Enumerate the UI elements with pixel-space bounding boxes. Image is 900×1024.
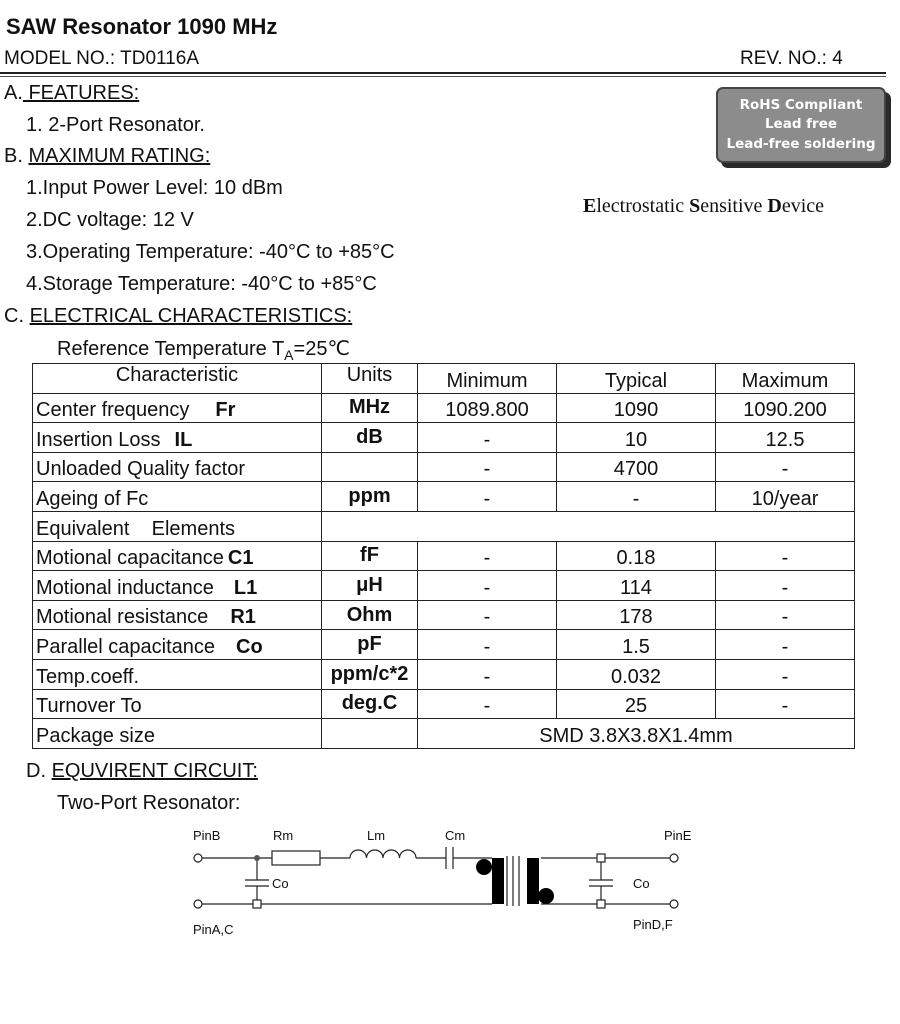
row-max: 1090.200 bbox=[716, 393, 855, 423]
table-row bbox=[33, 689, 855, 719]
row-name-text: Motional inductance bbox=[36, 576, 214, 599]
header-typical: Typical bbox=[557, 364, 716, 394]
row-min: - bbox=[418, 452, 557, 482]
row-min: - bbox=[418, 689, 557, 719]
reference-temperature bbox=[57, 336, 350, 363]
row-unit: ppm bbox=[322, 482, 418, 512]
table-header-row bbox=[33, 364, 855, 394]
section-d-prefix: D. bbox=[26, 760, 52, 782]
row-max: - bbox=[716, 659, 855, 689]
row-min: - bbox=[418, 600, 557, 630]
table-row bbox=[33, 659, 855, 689]
row-unit: MHz bbox=[322, 393, 418, 423]
esd-notice bbox=[583, 195, 824, 218]
row-name bbox=[33, 393, 322, 423]
row-min: - bbox=[418, 482, 557, 512]
row-name-text: Center frequency bbox=[36, 399, 190, 422]
esd-letter-d: D bbox=[767, 195, 782, 217]
section-a-heading bbox=[4, 82, 139, 105]
section-c-heading bbox=[4, 305, 352, 328]
row-min: - bbox=[418, 423, 557, 453]
row-symbol: R1 bbox=[230, 606, 256, 629]
label-rm: Rm bbox=[273, 828, 294, 843]
transformer-dot-left bbox=[476, 859, 492, 875]
row-max: - bbox=[716, 689, 855, 719]
row-symbol: Co bbox=[236, 635, 263, 658]
row-name: Ageing of Fc bbox=[33, 482, 322, 512]
row-min: - bbox=[418, 541, 557, 571]
header-minimum: Minimum bbox=[418, 364, 557, 394]
row-symbol: L1 bbox=[233, 576, 258, 599]
junction-dot bbox=[254, 855, 260, 861]
model-number: MODEL NO.: TD0116A bbox=[4, 48, 199, 69]
circuit-subtitle: Two-Port Resonator: bbox=[57, 792, 241, 814]
esd-letter-s: S bbox=[689, 195, 701, 217]
row-name: Unloaded Quality factor bbox=[33, 452, 322, 482]
row-max: - bbox=[716, 600, 855, 630]
section-d-heading bbox=[26, 760, 258, 783]
row-max: 10/year bbox=[716, 482, 855, 512]
section-c-title: ELECTRICAL CHARACTERISTICS: bbox=[29, 305, 353, 327]
label-cm: Cm bbox=[445, 828, 466, 843]
table-row bbox=[33, 630, 855, 660]
row-unit: Ohm bbox=[322, 600, 418, 630]
row-name-text: Insertion Loss bbox=[36, 428, 161, 451]
resistor-rm-symbol bbox=[272, 851, 320, 865]
row-typ: - bbox=[557, 482, 716, 512]
table-row bbox=[33, 571, 855, 601]
pin-e-terminal bbox=[670, 854, 678, 862]
row-name: Temp.coeff. bbox=[33, 659, 322, 689]
row-name: Package size bbox=[33, 719, 322, 749]
table-row bbox=[33, 393, 855, 423]
row-typ: 178 bbox=[557, 600, 716, 630]
label-co-right: Co bbox=[633, 876, 650, 891]
pin-df-terminal bbox=[670, 900, 678, 908]
electrical-characteristics-table bbox=[32, 363, 855, 749]
table-row bbox=[33, 452, 855, 482]
row-empty-span bbox=[322, 511, 855, 541]
esd-word-2: ensitive bbox=[700, 195, 768, 217]
row-typ: 1090 bbox=[557, 393, 716, 423]
row-symbol: IL bbox=[174, 428, 193, 451]
row-min: - bbox=[418, 571, 557, 601]
section-a-title: FEATURES: bbox=[22, 82, 140, 104]
row-unit bbox=[322, 719, 418, 749]
row-typ: 4700 bbox=[557, 452, 716, 482]
row-name-text: Parallel capacitance bbox=[36, 635, 215, 658]
rohs-line-1: RoHS Compliant bbox=[739, 96, 863, 113]
row-name bbox=[33, 423, 322, 453]
row-name-text: Motional capacitance bbox=[36, 547, 224, 570]
pin-b-terminal bbox=[194, 854, 202, 862]
rohs-line-3: Lead-free soldering bbox=[726, 135, 876, 152]
section-b-heading bbox=[4, 145, 210, 168]
label-co-left: Co bbox=[272, 876, 289, 891]
document-title: SAW Resonator 1090 MHz bbox=[6, 14, 278, 39]
row-max: - bbox=[716, 541, 855, 571]
row-unit bbox=[322, 452, 418, 482]
row-min: 1089.800 bbox=[418, 393, 557, 423]
ref-temp-value: =25℃ bbox=[293, 338, 350, 360]
esd-letter-e: E bbox=[583, 195, 597, 217]
esd-word-1: lectrostatic bbox=[596, 195, 690, 217]
row-name: Turnover To bbox=[33, 689, 322, 719]
table-row bbox=[33, 482, 855, 512]
row-symbol: C1 bbox=[227, 547, 254, 570]
rating-item-3: 3.Operating Temperature: -40°C to +85°C bbox=[26, 241, 395, 263]
label-pin-ac: PinA,C bbox=[193, 922, 234, 937]
header-rule bbox=[0, 72, 886, 74]
row-name bbox=[33, 630, 322, 660]
row-name-text: Motional resistance bbox=[36, 606, 209, 629]
row-typ: 10 bbox=[557, 423, 716, 453]
row-typ: 0.032 bbox=[557, 659, 716, 689]
esd-word-3: evice bbox=[781, 195, 825, 217]
row-symbol: Fr bbox=[215, 399, 236, 422]
header-rule-thin bbox=[0, 76, 886, 77]
co-right-node-bottom bbox=[597, 900, 605, 908]
rohs-line-2: Lead free bbox=[764, 116, 838, 133]
section-b-prefix: B. bbox=[4, 145, 29, 167]
label-lm: Lm bbox=[367, 828, 386, 843]
table-row bbox=[33, 600, 855, 630]
table-row bbox=[33, 423, 855, 453]
transformer-winding-left bbox=[492, 858, 504, 904]
ref-temp-text: Reference Temperature T bbox=[57, 338, 285, 360]
inductor-lm-symbol bbox=[350, 850, 416, 858]
row-unit: μH bbox=[322, 571, 418, 601]
co-right-node-top bbox=[597, 854, 605, 862]
label-pin-b: PinB bbox=[193, 828, 221, 843]
section-b-title: MAXIMUM RATING: bbox=[28, 145, 211, 167]
row-name bbox=[33, 541, 322, 571]
row-typ: 0.18 bbox=[557, 541, 716, 571]
table-row bbox=[33, 511, 855, 541]
row-unit: deg.C bbox=[322, 689, 418, 719]
pin-ac-terminal bbox=[194, 900, 202, 908]
row-unit: ppm/c*2 bbox=[322, 659, 418, 689]
ref-temp-subscript: A bbox=[284, 347, 294, 363]
row-unit: pF bbox=[322, 630, 418, 660]
row-typ: 25 bbox=[557, 689, 716, 719]
row-typ: 114 bbox=[557, 571, 716, 601]
equivalent-circuit-diagram bbox=[0, 820, 900, 950]
row-min: - bbox=[418, 659, 557, 689]
label-pin-df: PinD,F bbox=[633, 917, 673, 932]
label-pin-e: PinE bbox=[664, 828, 692, 843]
row-name bbox=[33, 600, 322, 630]
row-name: Equivalent Elements bbox=[33, 511, 322, 541]
section-a-prefix: A. bbox=[4, 82, 23, 104]
row-unit: fF bbox=[322, 541, 418, 571]
transformer-winding-right bbox=[527, 858, 539, 904]
section-d-title: EQUVIRENT CIRCUIT: bbox=[51, 760, 258, 782]
rating-item-2: 2.DC voltage: 12 V bbox=[26, 209, 194, 231]
row-max: - bbox=[716, 630, 855, 660]
row-max: - bbox=[716, 571, 855, 601]
row-max: 12.5 bbox=[716, 423, 855, 453]
feature-item-1: 1. 2-Port Resonator. bbox=[26, 114, 205, 136]
table-row bbox=[33, 719, 855, 749]
transformer-dot-right bbox=[538, 888, 554, 904]
table-row bbox=[33, 541, 855, 571]
row-min: - bbox=[418, 630, 557, 660]
row-name bbox=[33, 571, 322, 601]
row-typ: 1.5 bbox=[557, 630, 716, 660]
header-units: Units bbox=[322, 364, 418, 394]
co-left-node bbox=[253, 900, 261, 908]
revision-number: REV. NO.: 4 bbox=[740, 48, 843, 69]
rating-item-1: 1.Input Power Level: 10 dBm bbox=[26, 177, 283, 199]
row-package-value: SMD 3.8X3.8X1.4mm bbox=[418, 719, 855, 749]
rohs-badge bbox=[716, 87, 886, 163]
row-max: - bbox=[716, 452, 855, 482]
header-maximum: Maximum bbox=[716, 364, 855, 394]
row-unit: dB bbox=[322, 423, 418, 453]
section-c-prefix: C. bbox=[4, 305, 30, 327]
header-characteristic: Characteristic bbox=[33, 364, 322, 394]
rating-item-4: 4.Storage Temperature: -40°C to +85°C bbox=[26, 273, 377, 295]
